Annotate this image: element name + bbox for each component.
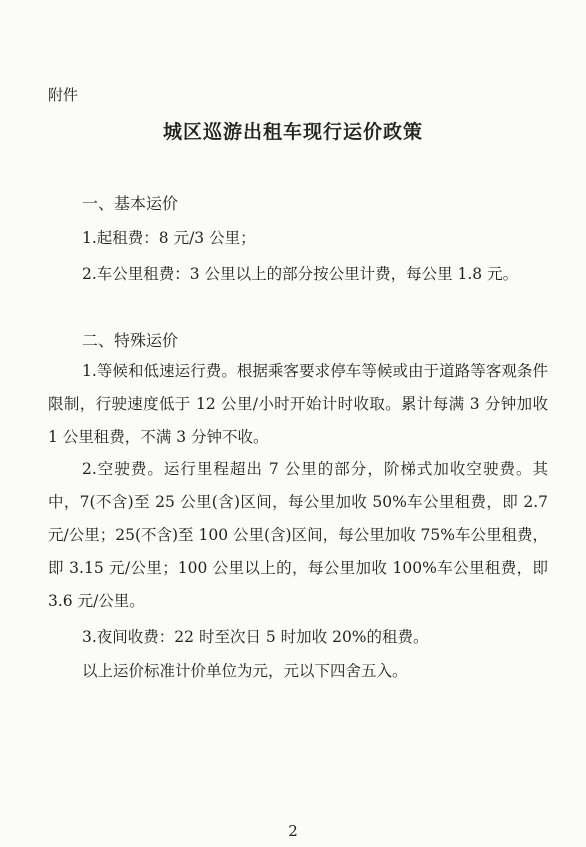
- page-number: 2: [288, 822, 298, 840]
- special-item-1: 1.等候和低速运行费。根据乘客要求停车等候或由于道路等客观条件限制，行驶速度低于 12 公里/小时开始计时收取。累计每满 3 分钟加收 1 公里租费，不满 3 分钟不收。: [48, 362, 548, 446]
- annex-label: 附件: [48, 86, 79, 104]
- special-item-2: 2.空驶费。运行里程超出 7 公里的部分，阶梯式加收空驶费。其中，7(不含)至 25 公里(含)区间，每公里加收 50%车公里租费，即 2.7 元/公里；25(不含)至 100 公里(含)区间，每公里加收 75%车公里租费，即 3.15 元/公里；100 公里以上的，每公里加收 100%车公里租费，即 3.6 元/公里。: [48, 460, 548, 610]
- basic-item-1: 1.起租费：8 元/3 公里；: [82, 229, 256, 247]
- document-title: 城区巡游出租车现行运价政策: [162, 121, 423, 143]
- closing-note: 以上运价标准计价单位为元，元以下四舍五入。: [82, 662, 408, 680]
- section-basic-heading: 一、基本运价: [82, 194, 179, 213]
- basic-item-2: 2.车公里租费：3 公里以上的部分按公里计费，每公里 1.8 元。: [82, 265, 519, 283]
- section-special-heading: 二、特殊运价: [82, 331, 179, 350]
- special-item-3: 3.夜间收费：22 时至次日 5 时加收 20%的租费。: [82, 628, 429, 646]
